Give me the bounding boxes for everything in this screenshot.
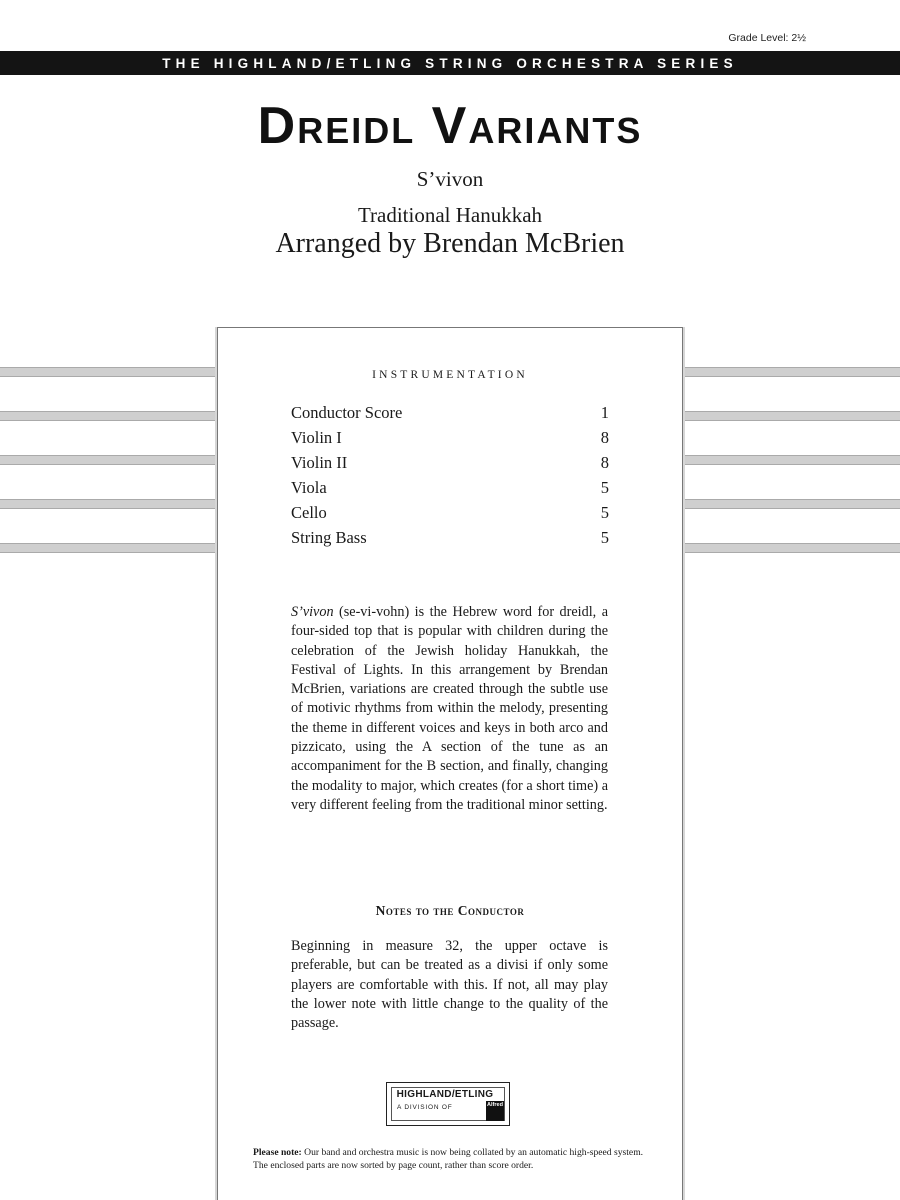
staff-line (683, 499, 900, 509)
staff-line (0, 499, 217, 509)
staff-line (0, 543, 217, 553)
instrument-row (291, 402, 609, 427)
staff-line (0, 367, 217, 377)
staff-line (0, 455, 217, 465)
instrument-name: Cello (291, 503, 327, 522)
instrument-row (291, 502, 609, 527)
alfred-logo-icon: Alfred (486, 1101, 504, 1121)
subtitle: S’vivon (416, 167, 484, 191)
notes-heading: Notes to the Conductor (375, 903, 525, 918)
staff-line (0, 411, 217, 421)
series-banner (0, 51, 900, 75)
instrumentation-list (291, 402, 609, 552)
origin-line: Traditional Hanukkah (357, 203, 543, 227)
instrument-name: Violin II (291, 453, 348, 472)
description-italic: S’vivon (291, 604, 334, 620)
page-title: Dreidl Variants (257, 97, 643, 155)
instrumentation-heading: INSTRUMENTATION (372, 369, 528, 381)
instrument-row (291, 452, 609, 477)
instrument-count: 5 (600, 528, 609, 547)
staff-line (683, 543, 900, 553)
staff-line (683, 455, 900, 465)
instrument-name: Conductor Score (291, 403, 403, 422)
instrument-row (291, 427, 609, 452)
grade-level: Grade Level: 2½ (728, 32, 806, 44)
notes-body: Beginning in measure 32, the upper octave is preferable, but can be treated as a divisi if only some players are comfortable with this. If not, all may play the lower note with little change to the quality of the passage. (291, 938, 608, 1032)
instrument-name: Violin I (291, 428, 342, 447)
description-paragraph (291, 603, 608, 815)
instrument-row (291, 477, 609, 502)
please-note-label: Please note: (253, 1147, 302, 1158)
instrument-count: 8 (600, 453, 609, 472)
logo-name: HIGHLAND/ETLING (396, 1089, 494, 1100)
please-note (253, 1147, 653, 1172)
instrument-name: Viola (291, 478, 327, 497)
instrument-count: 5 (600, 478, 609, 497)
staff-line (683, 411, 900, 421)
staff-line (683, 367, 900, 377)
instrument-count: 5 (600, 503, 609, 522)
series-title: THE HIGHLAND/ETLING STRING ORCHESTRA SERIES (162, 55, 738, 71)
instrument-name: String Bass (291, 528, 367, 547)
publisher-logo (386, 1082, 510, 1126)
instrument-row (291, 527, 609, 552)
description-text: (se-vi-vohn) is the Hebrew word for dreidl, a four-sided top that is popular with children during the celebration of the Jewish holiday Hanukkah, the Festival of Lights. In this arrangement by Brendan McBrien, variations are created through the subtle use of motivic rhythms from within the melody, presenting the theme in different voices and keys in both arco and pizzicato, using the A section of the tune as an accompaniment for the B section, and finally, changing the modality to major, which creates (for a short time) a very different feeling from the traditional minor setting. (291, 604, 608, 813)
instrument-count: 1 (600, 403, 609, 422)
instrument-count: 8 (600, 428, 609, 447)
arranger-line: Arranged by Brendan McBrien (275, 228, 625, 259)
logo-division: A DIVISION OF (397, 1104, 453, 1111)
please-note-text: Our band and orchestra music is now being collated by an automatic high-speed system. The enclosed parts are now sorted by page count, rather than score order. (253, 1147, 644, 1171)
